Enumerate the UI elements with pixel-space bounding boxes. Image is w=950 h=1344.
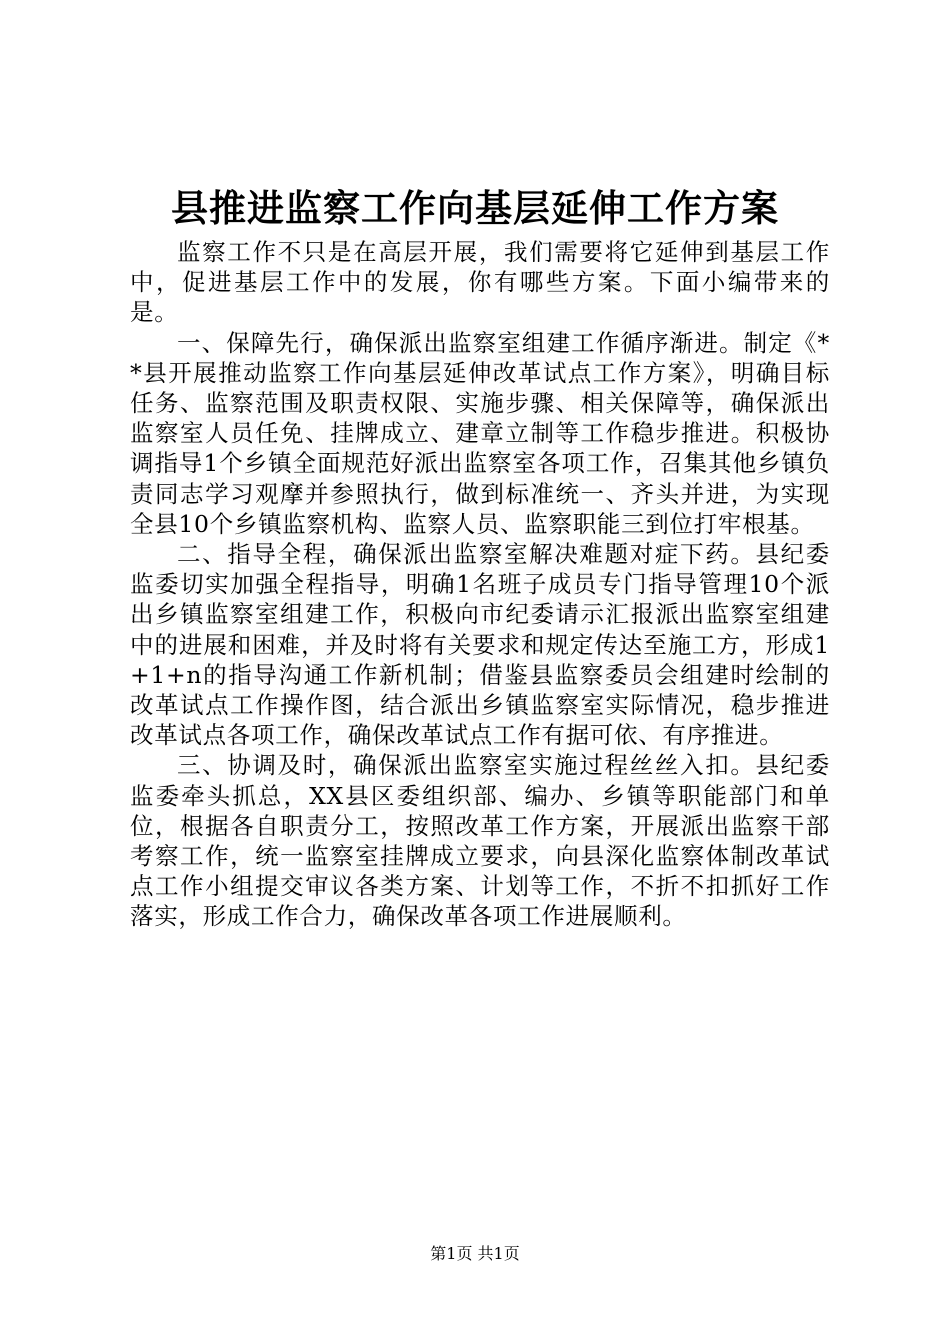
intro-paragraph: 监察工作不只是在高层开展，我们需要将它延伸到基层工作中，促进基层工作中的发展，你有哪些方案。下面小编带来的是。	[130, 238, 830, 327]
page-footer: 第1页 共1页	[430, 1244, 520, 1263]
document-body	[130, 237, 830, 932]
section-two-paragraph: 二、指导全程，确保派出监察室解决难题对症下药。县纪委监委切实加强全程指导，明确1名班子成员专门指导管理10个派出乡镇监察室组建工作，积极向市纪委请示汇报派出监察室组建中的进展和困难，并及时将有关要求和规定传达至施工方，形成1+1+n的指导沟通工作新机制；借鉴县监察委员会组建时绘制的改革试点工作操作图，结合派出乡镇监察室实际情况，稳步推进改革试点各项工作，确保改革试点工作有据可依、有序推进。	[130, 540, 830, 750]
section-one-paragraph: 一、保障先行，确保派出监察室组建工作循序渐进。制定《**县开展推动监察工作向基层延伸改革试点工作方案》，明确目标任务、监察范围及职责权限、实施步骤、相关保障等，确保派出监察室人员任免、挂牌成立、建章立制等工作稳步推进。积极协调指导1个乡镇全面规范好派出监察室各项工作，召集其他乡镇负责同志学习观摩并参照执行，做到标准统一、齐头并进，为实现全县10个乡镇监察机构、监察人员、监察职能三到位打牢根基。	[130, 328, 830, 538]
section-three-paragraph: 三、协调及时，确保派出监察室实施过程丝丝入扣。县纪委监委牵头抓总，XX县区委组织部、编办、乡镇等职能部门和单位，根据各自职责分工，按照改革工作方案，开展派出监察干部考察工作，统一监察室挂牌成立要求，向县深化监察体制改革试点工作小组提交审议各类方案、计划等工作，不折不扣抓好工作落实，形成工作合力，确保改革各项工作进展顺利。	[130, 751, 830, 931]
document-title: 县推进监察工作向基层延伸工作方案	[171, 186, 779, 230]
